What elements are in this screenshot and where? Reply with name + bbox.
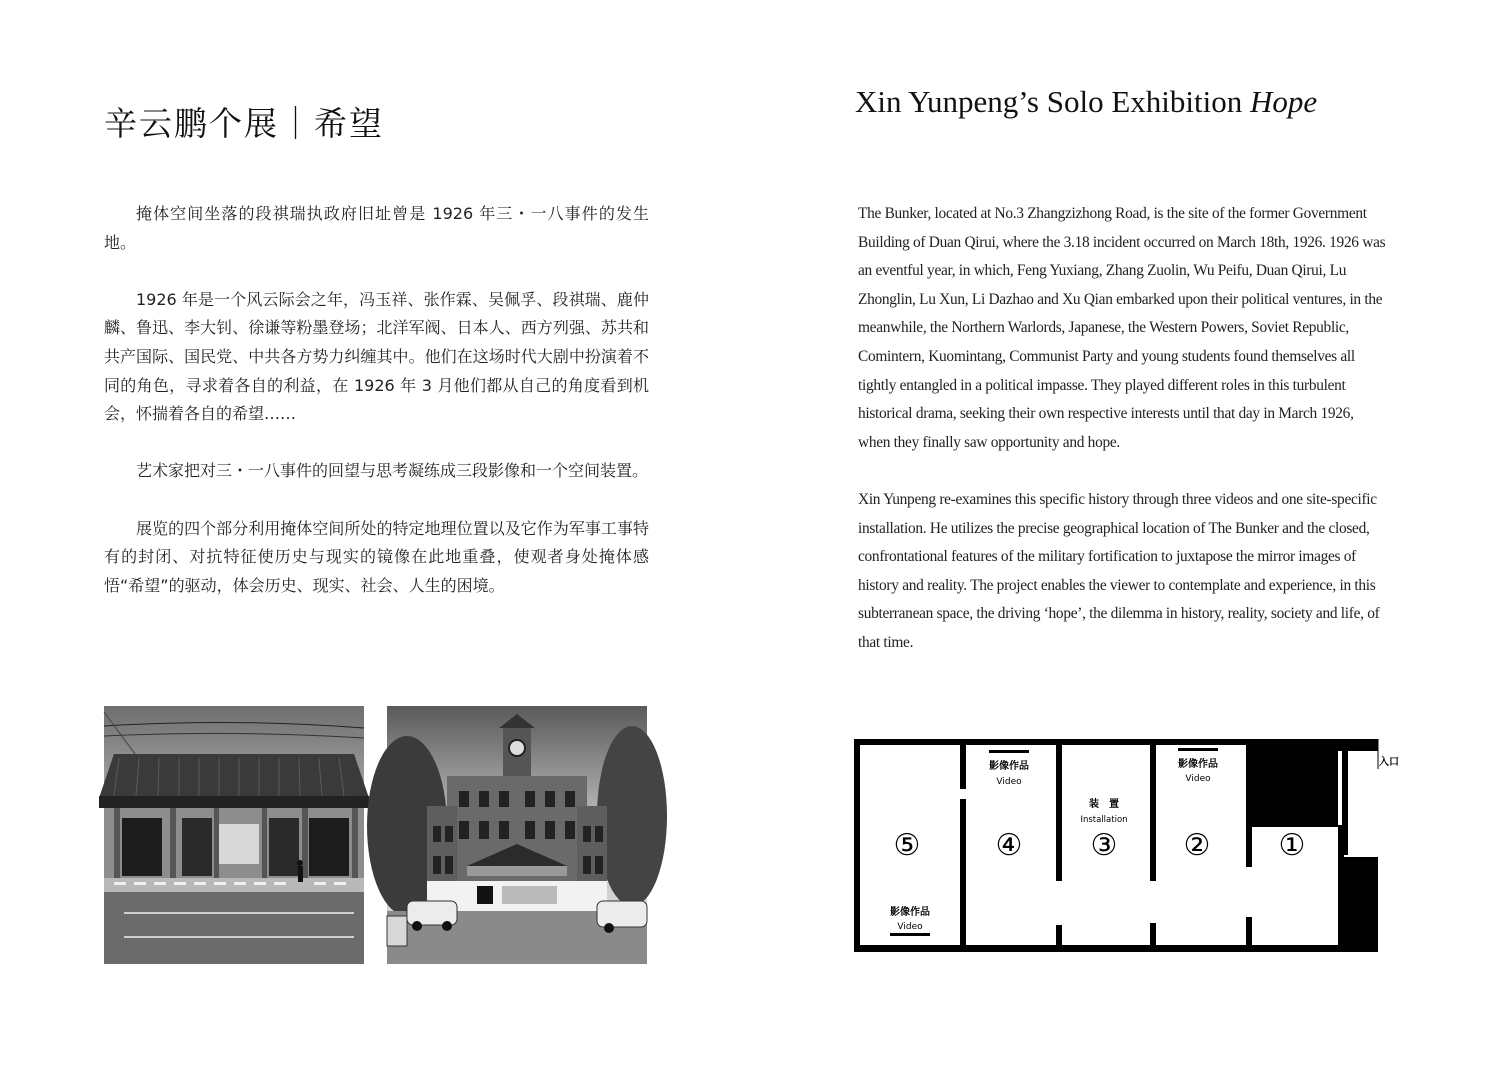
english-paragraph-2: Xin Yunpeng re-examines this specific history through three videos and one site-specific installation. He utilizes the precise geographical location of The Bunker and the closed, confrontational features of the military fortification to juxtapose the mirror images of history and reality. The project enables the viewer to contemplate and experience, in this subterranean space, the driving ‘hope’, the dilemma in history, reality, society and life, of that time. bbox=[858, 490, 1380, 651]
exhibition-floor-plan bbox=[852, 737, 1399, 957]
english-paragraph-1: The Bunker, located at No.3 Zhangzizhong Road, is the site of the former Government Building of Duan Qirui, where the 3.18 incident occurred on March 18th, 1926. 1926 was an eventful year, in which, Feng Yuxiang, Zhang Zuolin, Wu Peifu, Duan Qirui, Lu Zhonglin, Lu Xun, Li Dazhao and Xu Qian embarked upon their political ventures, in the meanwhile, the Northern Warlords, Japanese, the Western Powers, Soviet Republic, Comintern, Kuomintang, Communist Party and young students found themselves all tightly entangled in a political impasse. They played different roles in this turbulent historical drama, seeking their own respective interests until that day in March 1926, when they finally saw opportunity and hope. bbox=[858, 205, 1386, 451]
room-2-number: ② bbox=[1183, 828, 1211, 863]
government-building-gate-photo bbox=[104, 706, 364, 964]
room-5-label-en: Video bbox=[897, 922, 923, 932]
room-4-label-en: Video bbox=[996, 777, 1022, 787]
english-title-main: Xin Yunpeng’s Solo Exhibition bbox=[855, 84, 1250, 119]
english-title bbox=[855, 84, 1317, 120]
chinese-paragraph-1: 掩体空间坐落的段祺瑞执政府旧址曾是 1926 年三・一八事件的发生地。 bbox=[104, 204, 649, 252]
room-5-number: ⑤ bbox=[893, 828, 921, 863]
chinese-title: 辛云鹏个展｜希望 bbox=[104, 104, 384, 143]
room-3-number: ③ bbox=[1090, 828, 1118, 863]
entrance-label: 入口 bbox=[1379, 757, 1399, 768]
chinese-paragraph-4: 展览的四个部分利用掩体空间所处的特定地理位置以及它作为军事工事特有的封闭、对抗特征使历史与现实的镜像在此地重叠，使观者身处掩体感悟“希望”的驱动，体会历史、现实、社会、人生的困境。 bbox=[104, 518, 649, 595]
chinese-paragraph-2: 1926 年是一个风云际会之年，冯玉祥、张作霖、吴佩孚、段祺瑞、鹿仲麟、鲁迅、李大钊、徐谦等粉墨登场；北洋军阀、日本人、西方列强、苏共和共产国际、国民党、中共各方势力纠缠其中。他们在这场时代大剧中扮演着不同的角色，寻求着各自的利益，在 1926 年 3 月他们都从自己的角度看到机会，怀揣着各自的希望…… bbox=[104, 289, 649, 424]
english-body bbox=[858, 200, 1388, 686]
chinese-paragraph-3: 艺术家把对三・一八事件的回望与思考凝练成三段影像和一个空间装置。 bbox=[136, 461, 649, 481]
english-title-italic: Hope bbox=[1249, 84, 1318, 119]
room-3-label-cn: 装 置 bbox=[1089, 799, 1119, 810]
room-2-label-en: Video bbox=[1185, 774, 1211, 784]
room-3-label-en: Installation bbox=[1080, 815, 1128, 825]
government-building-clocktower-photo bbox=[387, 706, 647, 964]
room-4-label-cn: 影像作品 bbox=[989, 761, 1029, 772]
room-5-label-cn: 影像作品 bbox=[890, 907, 930, 918]
room-4-number: ④ bbox=[995, 828, 1023, 863]
room-2-label-cn: 影像作品 bbox=[1178, 759, 1218, 770]
room-1-number: ① bbox=[1278, 828, 1306, 863]
chinese-body bbox=[104, 200, 649, 629]
